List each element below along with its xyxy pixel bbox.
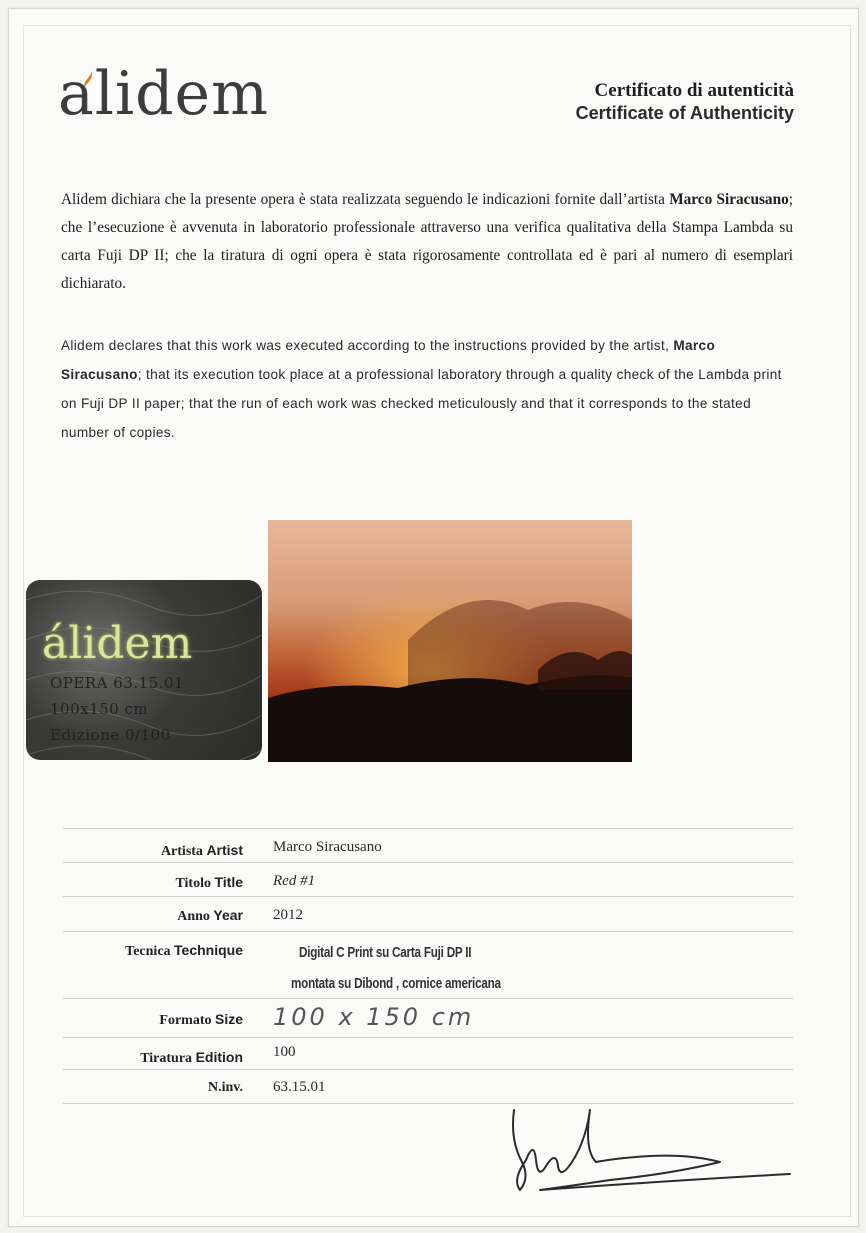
label-year: Anno Year (177, 907, 243, 924)
hologram-line-1: OPERA 63.15.01 (50, 674, 185, 692)
row-title (63, 862, 793, 896)
value-artist: Marco Siracusano (273, 839, 382, 855)
value-title: Red #1 (273, 873, 316, 889)
statement-english (61, 331, 793, 447)
certificate-title-it: Certificato di autenticità (594, 80, 794, 101)
row-technique (63, 931, 793, 998)
hologram-line-3: Edizione 0/100 (50, 726, 171, 744)
label-size: Formato Size (159, 1011, 243, 1028)
artwork-photo (268, 520, 632, 762)
value-technique-line-1: Digital C Print su Carta Fuji DP II (299, 944, 472, 961)
details-table (63, 828, 793, 1104)
statement-en-part1: Alidem declares that this work was executed according to the instructions provided by the artist, (61, 338, 674, 353)
value-size: 100 x 150 cm (273, 1003, 475, 1031)
label-inventory: N.inv. (207, 1080, 243, 1095)
value-technique-line-2: montata su Dibond , cornice americana (291, 975, 501, 992)
row-year (63, 896, 793, 931)
row-artist (63, 828, 793, 862)
certificate-title-en: Certificate of Authenticity (575, 103, 794, 123)
hologram-logo: álidem (42, 618, 193, 669)
label-edition: Tiratura Edition (140, 1049, 243, 1066)
statement-it-artist: Marco Siracusano (669, 191, 789, 208)
value-year: 2012 (273, 907, 303, 923)
row-size (63, 998, 793, 1037)
label-artist: Artista Artist (160, 842, 243, 859)
signature (500, 1100, 800, 1200)
label-technique: Tecnica Technique (125, 942, 243, 959)
hologram-seal (26, 580, 262, 760)
statement-it-part2: ; che l’esecuzione è avvenuta in laboratorio professionale attraverso una verifica qualitativa della Stampa Lambda su carta Fuji DP II; che la tiratura di ogni opera è stata rigorosamente controllata ed è pari al numero di esemplari dichiarato. (61, 191, 793, 292)
statement-it-part1: Alidem dichiara che la presente opera è stata realizzata seguendo le indicazioni fornite dall’artista (61, 191, 670, 208)
statement-en-artist: Marco Siracusano (61, 338, 716, 382)
row-inventory (63, 1069, 793, 1104)
label-title: Titolo Title (175, 874, 243, 891)
statement-italian (61, 186, 793, 298)
value-edition: 100 (273, 1044, 296, 1060)
hologram-line-2: 100x150 cm (50, 700, 149, 718)
value-inventory: 63.15.01 (273, 1079, 326, 1095)
brand-logo: alidem (58, 59, 269, 129)
row-edition (63, 1037, 793, 1069)
statement-en-part2: ; that its execution took place at a professional laboratory through a quality check of the Lambda print on Fuji DP II paper; that the run of each work was checked meticulously and that it corresponds to the stated number of copies. (61, 367, 782, 440)
